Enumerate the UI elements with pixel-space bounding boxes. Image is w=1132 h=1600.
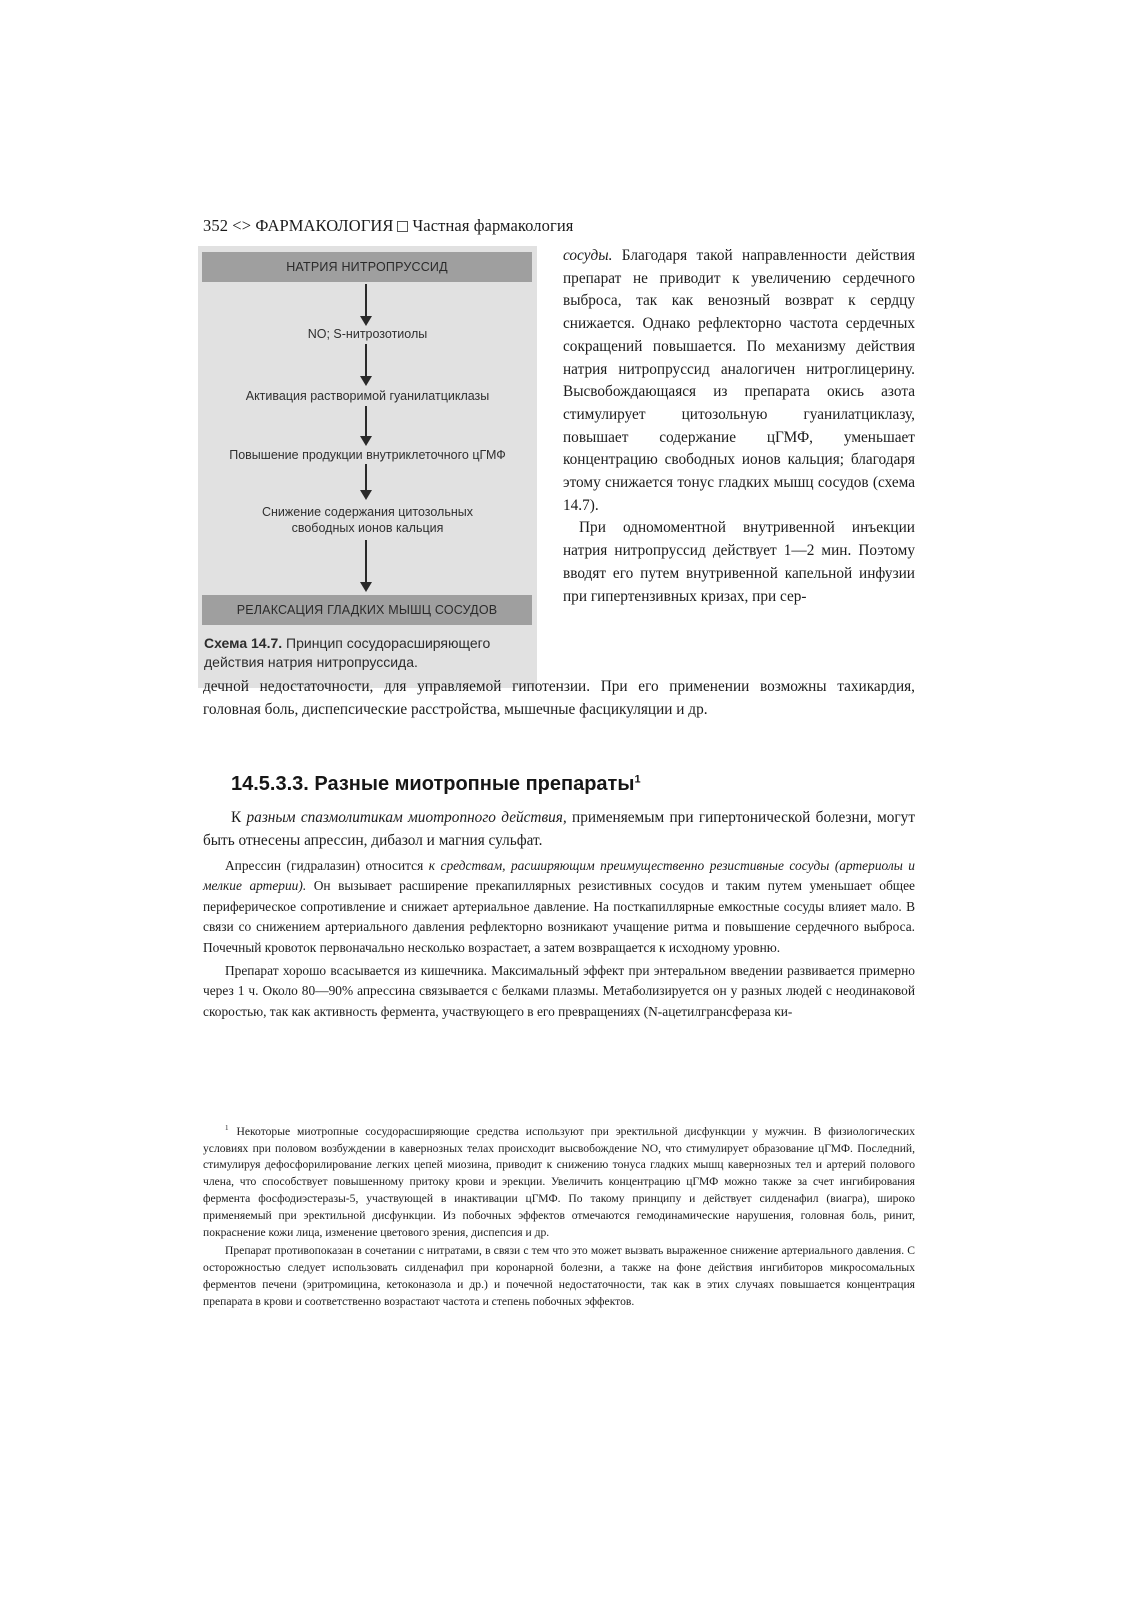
heading-number: 14.5.3.3. — [231, 773, 309, 795]
footnote — [203, 1120, 915, 1311]
header-separator: <> — [232, 216, 252, 235]
section-heading — [231, 773, 641, 796]
apressin-italic: к средствам, расширяющим преимущественно резистивные сосуды (артериолы и мелкие артерии). — [203, 858, 915, 894]
apressin-rest: Он вызывает расширение прекапиллярных резистивных сосудов и таким путем уменьшает общее периферическое сопротивление и снижает артериальное давление. На посткапиллярные емкостные сосуды влияет мало. В связи со снижением артериального давления рефлекторно возникают учащение ритма и повышение сердечного выброса. Почечный кровоток первоначально несколько возрастает, а затем возвращается к исходному уровню. — [203, 878, 915, 955]
column-paragraph-1 — [563, 245, 915, 517]
scheme-top-box: НАТРИЯ НИТРОПРУССИД — [202, 252, 532, 282]
page-number: 352 — [203, 216, 229, 235]
square-icon — [397, 221, 408, 232]
scheme-bottom-box: РЕЛАКСАЦИЯ ГЛАДКИХ МЫШЦ СОСУДОВ — [202, 595, 532, 625]
footnote-paragraph-2: Препарат противопоказан в сочетании с нитратами, в связи с тем что это может вызвать выраженное снижение артериального давления. С осторожностью следует использовать силденафил при коронарной болезни, а также на фоне действия ингибиторов микросомальных ферментов печени (эритромицина, кетоконазола и др.) и почечной недостаточности, так как в этих случаях повышается концентрация препарата в крови и соответственно возрастают частота и степень побочных эффектов. — [203, 1244, 915, 1308]
arrow-down-icon — [360, 406, 372, 446]
intro-paragraph — [203, 807, 915, 852]
section-title: Частная фармакология — [412, 216, 574, 235]
footnote-paragraph-1 — [203, 1120, 915, 1241]
book-title: ФАРМАКОЛОГИЯ — [255, 216, 394, 235]
scheme-step-activation: Активация растворимой гуанилатциклазы — [245, 389, 490, 403]
intro-italic: разным спазмолитикам миотропного действия, — [246, 809, 567, 826]
continuation-paragraph — [203, 676, 915, 721]
arrow-down-icon — [360, 464, 372, 500]
column-paragraph-1-text: Благодаря такой направленности действия препарат не приводит к увеличению сердечного выброса, так как венозный возврат к сердцу снижается. Однако рефлекторно частота сердечных сокращений повышается. По механизму действия натрия нитропруссид аналогичен нитроглицерину. Высвобождающаяся из препарата окись азота стимулирует цитозольную гуанилатциклазу, повышает содержание цГМФ, уменьшает концентрацию свободных ионов кальция; благодаря этому снижается тонус гладких мышц сосудов (схема 14.7). — [563, 247, 915, 514]
arrow-down-icon — [360, 284, 372, 326]
apressin-lead: Апрессин (гидралазин) относится — [225, 858, 429, 873]
footnote-reference: 1 — [634, 773, 641, 786]
absorption-paragraph: Препарат хорошо всасывается из кишечника. Максимальный эффект при энтеральном введении развивается примерно через 1 ч. Около 80—90% апрессина связывается с белками плазмы. Метаболизируется он у разных людей с неодинаковой скоростью, так как активность фермента, участвующего в его превращениях (N-ацетилгрансфераза ки- — [203, 963, 915, 1019]
footnote-text-1: Некоторые миотропные сосудорасширяющие средства используют при эректильной дисфункции у мужчин. В физиологических условиях при половом возбуждении в кавернозных телах происходит высвобождение NO, что стимулирует образование цГМФ. Последний, стимулируя дефосфорилирование легких цепей миозина, приводит к снижению тонуса гладких мышц кавернозных тел и артерий полового члена, что способствует повышенному притоку крови и эрекции. Увеличить концентрацию цГМФ можно также за счет ингибирования фермента фосфодиэстеразы-5, участвующей в инактивации цГМФ. По такому принципу и действует силденафил (виагра), широко применяемый при эректильной дисфункции. Из побочных эффектов отмечаются гемодинамические нарушения, головная боль, ринит, покраснение кожи лица, изменение цветового зрения, диспепсия и др. — [203, 1124, 915, 1239]
scheme-diagram — [198, 246, 537, 688]
arrow-down-icon — [360, 344, 372, 386]
scheme-step-calcium — [198, 504, 537, 536]
continuation-text: дечной недостаточности, для управляемой гипотензии. При его применении возможны тахикардия, головная боль, диспепсические расстройства, мышечные фасцикуляции и др. — [203, 678, 915, 718]
caption-label: Схема 14.7. — [204, 635, 283, 651]
italic-lead: сосуды. — [563, 247, 613, 264]
arrow-down-icon — [360, 540, 372, 592]
scheme-caption — [204, 634, 534, 672]
running-header — [203, 216, 573, 236]
right-column — [563, 245, 915, 608]
footnote-mark: 1 — [225, 1124, 229, 1132]
scheme-step-cgmp: Повышение продукции внутриклеточного цГМФ — [229, 448, 506, 462]
scheme-step-calcium-line1: Снижение содержания цитозольных — [262, 505, 473, 519]
small-print-body — [203, 856, 915, 1025]
caption-text: Принцип сосудорасширяющего действия натрия нитропруссида. — [204, 635, 491, 670]
intro-lead: К — [231, 809, 247, 826]
intro-rest: применяемым при гипертонической болезни, могут быть отнесены апрессин, дибазол и магния сульфат. — [203, 809, 916, 849]
apressin-paragraph — [203, 856, 915, 958]
column-paragraph-2: При одномоментной внутривенной инъекции натрия нитропруссид действует 1—2 мин. Поэтому вводят его путем внутривенной капельной инфузии при гипертензивных кризах, при сер- — [563, 519, 915, 605]
scheme-step-no: NO; S-нитрозотиолы — [307, 327, 428, 341]
scheme-step-calcium-line2: свободных ионов кальция — [291, 521, 444, 535]
heading-title: Разные миотропные препараты — [314, 773, 635, 795]
